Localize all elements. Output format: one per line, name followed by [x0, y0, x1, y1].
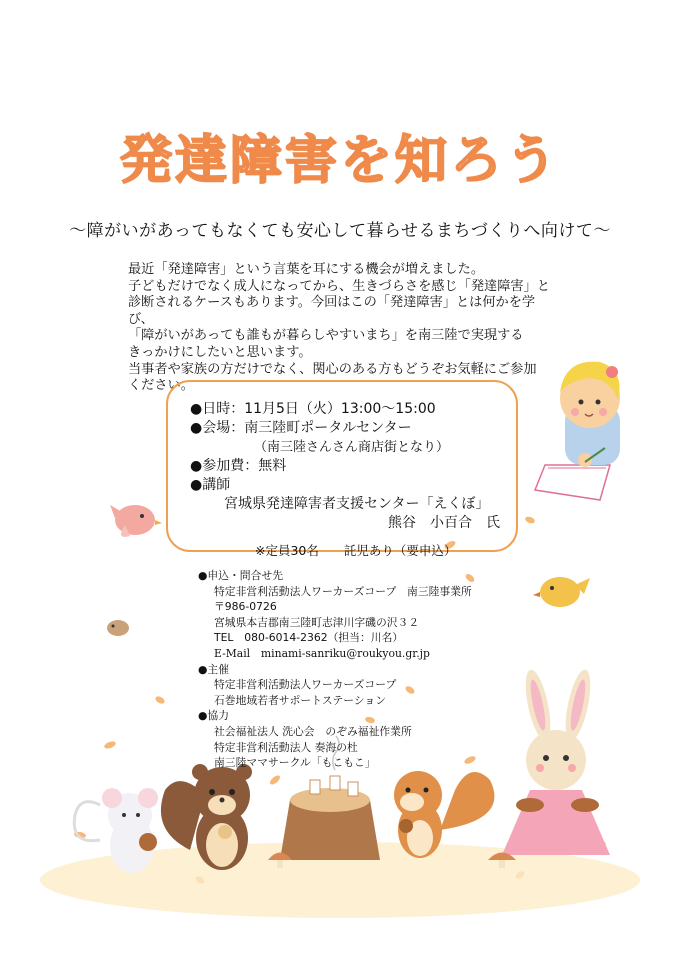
- event-info-box: [166, 380, 518, 552]
- event-fee: ●参加費：無料: [190, 458, 287, 474]
- intro-line: 当事者や家族の方だけでなく、関心のある方もどうぞお気軽にご参加: [128, 361, 537, 377]
- small-bird-illustration: [107, 620, 129, 636]
- capacity-note: ※定員30名 託児あり（要申込）: [255, 543, 457, 558]
- postal-code: 〒986-0726: [214, 600, 277, 614]
- event-lecturer-label: ●講師: [190, 477, 231, 493]
- intro-text: [128, 262, 558, 395]
- intro-line: ください。: [128, 378, 194, 394]
- cooperation-item: 南三陸ママサークル「もこもこ」: [214, 756, 376, 770]
- apply-org: 特定非営利活動法人ワーカーズコープ 南三陸事業所: [214, 584, 472, 598]
- intro-line: 診断されるケースもあります。今回はこの「発達障害」とは何かを学び、: [128, 295, 536, 327]
- event-lecturer-name: 熊谷 小百合 氏: [388, 515, 500, 531]
- page-title: 発達障害を知ろう: [119, 131, 560, 191]
- cooperation-item: 特定非営利活動法人 奏海の杜: [214, 740, 358, 754]
- cooperation-label: ●協力: [198, 709, 230, 723]
- event-datetime: ●日時：11月5日（火）13:00～15:00: [190, 401, 436, 417]
- intro-line: 最近「発達障害」という言葉を耳にする機会が増えました。: [128, 262, 485, 277]
- apply-label: ●申込・問合せ先: [198, 569, 283, 582]
- event-venue: ●会場：南三陸町ポータルセンター: [190, 420, 412, 436]
- organizer-item: 石巻地域若者サポートステーション: [214, 693, 386, 707]
- cooperation-item: 社会福祉法人 洗心会 のぞみ福祉作業所: [214, 724, 412, 738]
- page-subtitle: ～障がいがあってもなくても安心して暮らせるまちづくりへ向けて～: [69, 221, 611, 241]
- contact-section: [198, 568, 472, 771]
- rabbit-illustration: [502, 668, 610, 855]
- intro-line: 子どもだけでなく成人になってから、生きづらさを感じ「発達障害」と: [128, 278, 550, 294]
- intro-line: きっかけにしたいと思います。: [128, 344, 312, 360]
- phone: TEL 080-6014-2362（担当：川名）: [214, 631, 404, 645]
- pink-bird-illustration: [110, 505, 162, 537]
- event-lecturer-org: 宮城県発達障害者支援センター「えくぼ」: [224, 496, 490, 512]
- organizer-item: 特定非営利活動法人ワーカーズコープ: [214, 678, 397, 692]
- address: 宮城県本吉郡南三陸町志津川字磯の沢３２: [214, 615, 420, 629]
- email[interactable]: E-Mail minami-sanriku@roukyou.gr.jp: [214, 646, 430, 660]
- yellow-bird-illustration: [533, 577, 590, 607]
- event-venue-note: （南三陸さんさん商店街となり）: [254, 440, 450, 455]
- organizer-label: ●主催: [198, 662, 230, 676]
- intro-line: 「障がいがあっても誰もが暮らしやすいまち」を南三陸で実現する: [128, 328, 524, 344]
